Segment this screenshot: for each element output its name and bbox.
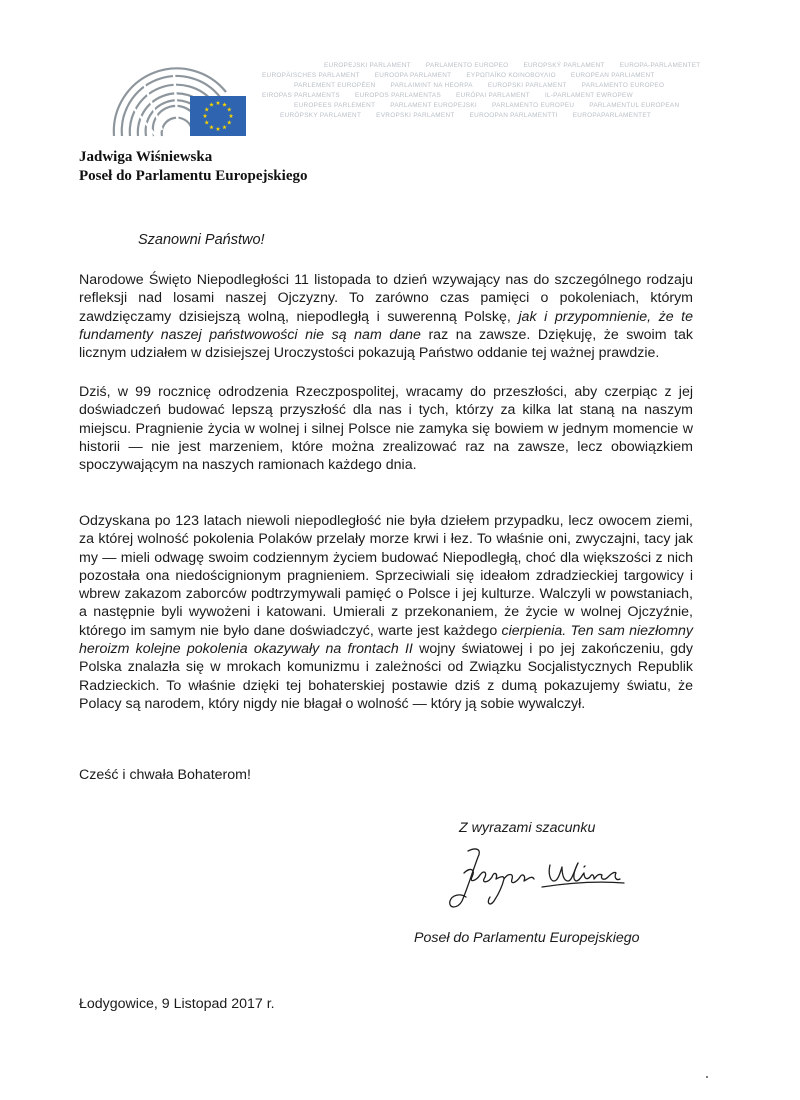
parliament-name: EUROPOS PARLAMENTAS — [354, 92, 442, 99]
paragraph-3 — [79, 512, 693, 713]
parliament-names-row — [262, 61, 701, 71]
place-and-date: Łodygowice, 9 Listopad 2017 r. — [79, 996, 275, 1012]
european-parliament-logo — [104, 66, 250, 146]
parliament-names-row — [262, 81, 682, 91]
parliament-name: PARLAMENTO EUROPEO — [581, 82, 665, 89]
paragraph-1-italic: jak i przypomnienie, że te fundamenty naszej państwowości nie są nam dane — [79, 308, 693, 343]
sender-name: Jadwiga Wiśniewska — [79, 149, 213, 165]
signer-role: Poseł do Parlamentu Europejskiego — [414, 930, 640, 946]
parliament-name: EVROPSKI PARLAMENT — [376, 112, 455, 119]
parliament-names-row — [262, 71, 682, 81]
paragraph-3-text-c: wojny światowej i po jej zakończeniu, gdy Polska znalazła się w mrokach komunizmu i zależności od Związku Socjalistycznych Republik Radzieckich. To właśnie dzięki tej bohaterskiej postawie dziś z dumą pokazujemy światu, że Polacy są narodem, który nigdy nie błagał o wolność — który ją sobie wywalczył. — [79, 641, 693, 712]
parliament-name: EUROPEES PARLEMENT — [294, 102, 376, 109]
paragraph-2: Dziś, w 99 rocznicę odrodzenia Rzeczpospolitej, wracamy do przeszłości, aby czerpiąc z jej doświadczeń budować lepszą przyszłość dla nas i tych, którzy za kilka lat staną na naszym miejscu. Pragnienie życia w wolnej i silnej Polsce nie zamyka się bowiem w jednym momencie w historii — nie jest marzeniem, które można zrealizować raz na zawsze, lecz obowiązkiem spoczywającym na naszych ramionach każdego dnia. — [79, 384, 693, 474]
paragraph-1-text-a: Narodowe Święto Niepodległości 11 listopada to dzień wzywający nas do szczególnego rodzaju refleksji nad losami naszej Ojczyzny. To zarówno czas pamięci o pokoleniach, którym zawdzięczamy dzisiejszą wolną, niepodległą i suwerenną Polskę, — [79, 272, 693, 325]
parliament-name: ΕΥΡΩΠΑΪΚΟ ΚΟΙΝΟΒΟΥΛΙΟ — [466, 72, 556, 79]
salutation: Szanowni Państwo! — [138, 232, 265, 248]
parliament-names-block — [262, 61, 701, 121]
parliament-name: PARLEMENT EUROPÉEN — [294, 82, 376, 89]
parliament-names-row — [262, 111, 682, 121]
parliament-name: EUROPA-PARLAMENTET — [619, 62, 701, 69]
sender-title: Poseł do Parlamentu Europejskiego — [79, 168, 308, 184]
parliament-name: EURÓPSKY PARLAMENT — [280, 112, 362, 119]
parliament-names-row — [262, 91, 682, 101]
paragraph-1-text-c: raz na zawsze. Dziękuję, że swoim tak licznym udziałem w dzisiejszej Uroczystości pokazują Państwo oddanie tej ważnej prawdzie. — [79, 326, 693, 362]
sender-block — [79, 148, 307, 186]
parliament-name: EUROOPAN PARLAMENTTI — [469, 112, 558, 119]
parliament-name: PARLAMENTO EUROPEU — [492, 102, 575, 109]
parliament-name: EUROPSKÝ PARLAMENT — [523, 62, 605, 69]
parliament-name: EUROPSKI PARLAMENT — [487, 82, 567, 89]
parliament-name: PARLAMENTUL EUROPEAN — [589, 102, 680, 109]
paragraph-3-text-a: Odzyskana po 123 latach niewoli niepodległość nie była dziełem przypadku, lecz owocem ziemi, za której wolność pokolenia Polaków przelały morze krwi i łez. To właśnie oni, zwyczajni, tacy jak my — mieli odwagę swoim codziennym życiem budować Niepodległą, choć dla większości z nich pozostała ona niedoścignionym pragnieniem. Sprzeciwiali się ideałom zdradzieckiej targowicy i wbrew zakazom zaborców podtrzymywali pamięć o Polsce i jej kulturze. Walczyli w powstaniach, a następnie byli wywożeni i katowani. Umierali z przekonaniem, że życie w wolnej Ojczyźnie, którego im samym nie było dane doświadczyć, warte jest każdego — [79, 513, 693, 639]
closing-line: Cześć i chwała Bohaterom! — [79, 767, 251, 783]
handwritten-signature — [438, 843, 638, 915]
paragraph-1 — [79, 271, 693, 362]
parliament-name: PARLAMENT EUROPEJSKI — [390, 102, 478, 109]
parliament-name: IL-PARLAMENT EWROPEW — [544, 92, 633, 99]
parliament-name: EUROPAPARLAMENTET — [572, 112, 652, 119]
parliament-name: EURÓPAI PARLAMENT — [456, 92, 530, 99]
regards-line: Z wyrazami szacunku — [459, 820, 596, 836]
parliament-names-row — [262, 101, 682, 111]
parliament-name: EUROPÄISCHES PARLAMENT — [262, 72, 360, 79]
scan-speck — [706, 1076, 708, 1078]
parliament-name: EUROPEJSKI PARLAMENT — [324, 62, 411, 69]
parliament-name: EIROPAS PARLAMENTS — [262, 92, 340, 99]
parliament-name: PARLAMENTO EUROPEO — [425, 62, 509, 69]
parliament-name: EUROPEAN PARLIAMENT — [570, 72, 655, 79]
paragraph-3-italic: cierpienia. Ten sam niezłomny heroizm kolejne pokolenia okazywały na frontach II — [79, 622, 694, 658]
parliament-name: EUROOPA PARLAMENT — [374, 72, 452, 79]
parliament-name: PARLAIMINT NA HEORPA — [390, 82, 473, 89]
